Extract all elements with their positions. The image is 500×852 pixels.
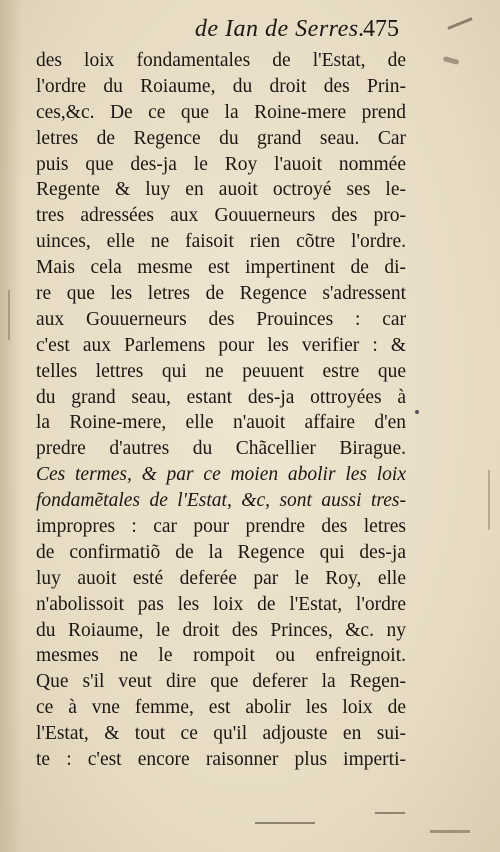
paper-stain — [443, 56, 460, 65]
text-line: n'abolissoit pas les loix de l'Estat, l'ordre — [36, 593, 406, 615]
text-line: fondamẽtales de l'Estat, &c, sont aussi tres- — [36, 490, 406, 512]
text-line: predre d'autres du Chãcellier Birague. — [36, 438, 406, 460]
text-line: telles lettres qui ne peuuent estre que — [36, 360, 406, 382]
text-line: Ces termes, & par ce moien abolir les loix — [36, 464, 406, 486]
text-line: ce à vne femme, est abolir les loix de — [36, 697, 406, 719]
gutter-shadow — [0, 0, 22, 852]
text-line: Mais cela mesme est impertinent de di- — [36, 257, 406, 279]
text-line: de confirmatiõ de la Regence qui des-ja — [36, 541, 406, 563]
show-through-mark — [430, 830, 470, 833]
text-line: luy auoit esté deferée par le Roy, elle — [36, 567, 406, 589]
text-line: mesmes ne le rompoit ou enfreignoit. — [36, 645, 406, 667]
text-line: la Roine-mere, elle n'auoit affaire d'en — [36, 412, 406, 434]
text-line: Que s'il veut dire que deferer la Regen- — [36, 671, 406, 693]
text-line: des loix fondamentales de l'Estat, de — [36, 50, 406, 71]
paper-crease — [488, 470, 490, 530]
ink-dot — [415, 410, 419, 414]
text-line: du grand seau, estant des-ja ottroyées à — [36, 386, 406, 408]
body-text — [36, 48, 406, 773]
text-line: puis que des-ja le Roy l'auoit nommée — [36, 153, 406, 175]
text-line: c'est aux Parlemens pour les verifier : & — [36, 334, 406, 356]
paper-stain — [447, 17, 472, 30]
text-line: aux Gouuerneurs des Prouinces : car — [36, 308, 406, 330]
text-line: letres de Regence du grand seau. Car — [36, 127, 406, 149]
text-line: impropres : car pour prendre des letres — [36, 516, 406, 538]
running-head: de Ian de Serres. — [194, 16, 366, 42]
show-through-mark — [255, 822, 315, 824]
show-through-mark — [375, 812, 405, 814]
text-line: re que les letres de Regence s'adressent — [36, 283, 406, 305]
text-line: tres adressées aux Gouuerneurs des pro- — [36, 205, 406, 227]
text-line: du Roiaume, le droit des Princes, &c. ny — [36, 619, 406, 641]
text-line: te : c'est encore raisonner plus imperti- — [36, 749, 406, 771]
paper-crease — [8, 290, 10, 340]
text-line: Regente & luy en auoit octroyé ses le- — [36, 179, 406, 201]
text-line: ces,&c. De ce que la Roine-mere prend — [36, 101, 406, 123]
page-number: 475 — [363, 16, 399, 42]
text-line: l'Estat, & tout ce qu'il adjouste en sui- — [36, 723, 406, 745]
text-line: l'ordre du Roiaume, du droit des Prin- — [36, 75, 406, 97]
text-line: uinces, elle ne faisoit rien cõtre l'ordre. — [36, 231, 406, 253]
